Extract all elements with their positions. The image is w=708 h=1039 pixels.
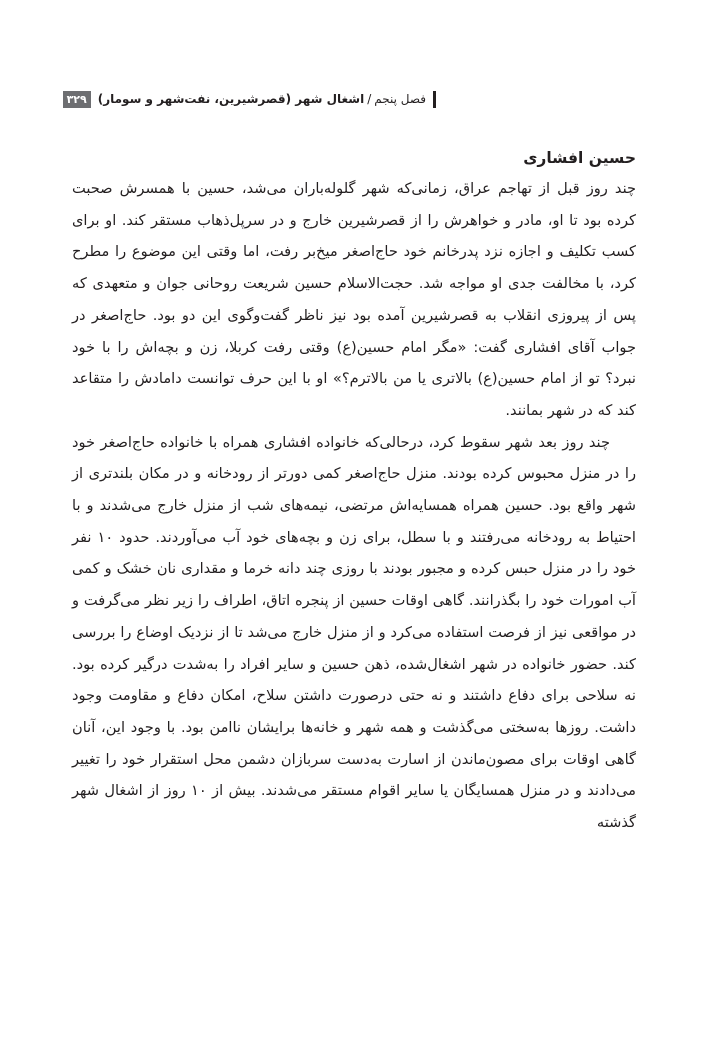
page-number-badge: ۳۲۹	[63, 91, 91, 108]
paragraph-2: چند روز بعد شهر سقوط کرد، درحالی‌که خانواده افشاری همراه با خانواده حاج‌اصغر خود را در منزل محبوس کرده بودند. منزل حاج‌اصغر کمی دورتر از رودخانه و در مکان بلندتری از شهر واقع بود. حسین همراه همسایه‌اش مرتضی، نیمه‌های شب از منزل خارج می‌شدند و با احتیاط به رودخانه می‌رفتند و با سطل، برای زن و بچه‌های خود آب می‌آوردند. حدود ۱۰ نفر خود را در منزل حبس کرده و مجبور بودند با روزی چند دانه خرما و مقداری نان خشک و کمی آب امورات خود را بگذرانند. گاهی اوقات حسین از پنجره اتاق، اطراف را زیر نظر می‌گرفت و در مواقعی نیز از فرصت استفاده می‌کرد و از منزل خارج می‌شد تا از نزدیک اوضاع را بررسی کند. حضور خانواده در شهر اشغال‌شده، ذهن حسین و سایر افراد را به‌شدت درگیر کرده بود. نه سلاحی برای دفاع داشتند و نه حتی درصورت داشتن سلاح، امکان دفاع و مقاومت وجود داشت. روزها به‌سختی می‌گذشت و همه شهر و خانه‌ها برایشان ناامن بود. با وجود این، آنان گاهی اوقات برای مصون‌ماندن از اسارت به‌دست سربازان دشمن محل استقرار خود را تغییر می‌دادند و در منزل همسایگان یا سایر اقوام مستقر می‌شدند. بیش از ۱۰ روز از اشغال شهر گذشته	[72, 433, 636, 832]
paragraph-1: چند روز قبل از تهاجم عراق، زمانی‌که شهر گلوله‌باران می‌شد، حسین با همسرش صحبت کرده بود تا او، مادر و خواهرش را از قصرشیرین خارج و در سرپل‌ذهاب مستقر کند. او برای کسب تکلیف و اجازه نزد پدرخانم خود حاج‌اصغر میخ‌بر رفت، اما وقتی این موضوع را مطرح کرد، با مخالفت جدی او مواجه شد. حجت‌الاسلام حسین شریعت روحانی جوان و متعهدی که پس از پیروزی انقلاب به قصرشیرین آمده بود نیز ناظر گفت‌وگوی این دو بود. حاج‌اصغر در جواب آقای افشاری گفت: «مگر امام حسین(ع) وقتی رفت کربلا، زن و بچه‌اش را با خود نبرد؟ تو از امام حسین(ع) بالاتری یا من بالاترم؟» او با این حرف توانست دامادش را متقاعد کند که در شهر بمانند.	[72, 180, 636, 419]
page-body	[72, 143, 636, 839]
running-header	[66, 88, 436, 110]
header-chapter-label: فصل پنجم	[374, 92, 426, 106]
header-chapter-title: اشغال شهر (قصرشیرین، نفت‌شهر و سومار)	[97, 92, 365, 106]
header-vertical-bar	[433, 91, 436, 108]
header-separator: /	[367, 92, 372, 106]
section-heading: حسین افشاری	[523, 149, 636, 167]
